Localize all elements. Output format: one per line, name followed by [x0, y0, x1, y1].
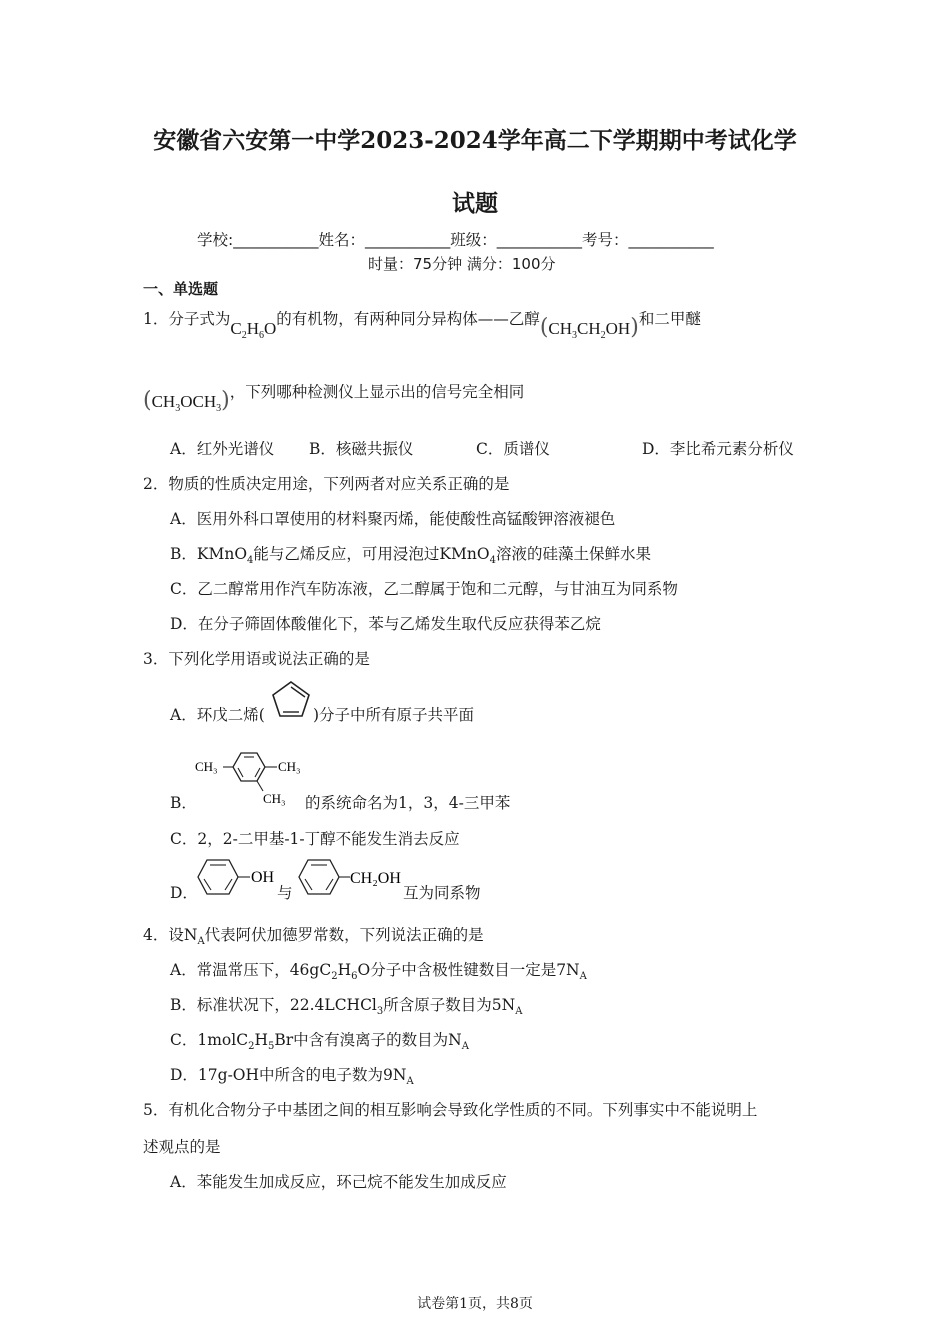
q3-option-a-text2: )分子中所有原子共平面	[313, 706, 475, 724]
question-2-stem: 2．物质的性质决定用途，下列两者对应关系正确的是	[143, 475, 510, 493]
q4-option-a: A．常温常压下，$46gC_2H_6O$分子中含极性键数目一定是$7N_A$	[170, 961, 587, 982]
q3-option-d-end: 互为同系物	[403, 884, 481, 902]
q5-option-a: A．苯能发生加成反应，环己烷不能发生加成反应	[170, 1173, 507, 1191]
cyclopentadiene-structure	[268, 678, 314, 720]
q2-option-c: C．乙二醇常用作汽车防冻液，乙二醇属于饱和二元醇，与甘油互为同系物	[170, 580, 678, 598]
question-5-line2: 述观点的是	[143, 1138, 221, 1156]
page-footer: 试卷第1页，共8页	[417, 1296, 533, 1312]
q3-option-c: C．2，2-二甲基-1-丁醇不能发生消去反应	[170, 830, 460, 848]
ch3-label-bottom: CH₃	[263, 791, 286, 806]
formula-c2h6o: $C_2H_6O$	[230, 319, 277, 341]
exam-time-score: 时量：75分钟 满分：100分	[368, 255, 556, 273]
q1-option-b: B．核磁共振仪	[309, 440, 414, 458]
question-1-line1: 1．分子式为$C_2H_6O$的有机物，有两种同分异构体——乙醇$(CH_3CH_2OH)$和二甲醚	[143, 310, 701, 341]
q4-option-d: D．17g-OH中所含的电子数为$9N_A$	[170, 1066, 414, 1087]
formula-dimethyl-ether: $CH_3OCH_3$	[151, 392, 222, 414]
question-3-stem: 3．下列化学用语或说法正确的是	[143, 650, 370, 668]
phenol-structure	[192, 856, 282, 898]
question-4-stem: 4．设$N_A$代表阿伏加德罗常数，下列说法正确的是	[143, 926, 484, 947]
q1-option-a: A．红外光谱仪	[170, 440, 275, 458]
q3-option-b-label: B．	[170, 794, 197, 812]
q2-option-a: A．医用外科口罩使用的材料聚丙烯，能使酸性高锰酸钾溶液褪色	[170, 510, 616, 528]
q3-option-b-text: 的系统命名为1，3，4-三甲苯	[305, 794, 511, 812]
q4-option-c: C．$1molC_2H_5Br$中含有溴离子的数目为$N_A$	[170, 1031, 469, 1052]
trimethylbenzene-structure	[193, 745, 308, 807]
q2-option-b: B．KMnO$_4$能与乙烯反应，可用浸泡过KMnO$_4$溶液的硅藻土保鲜水果	[170, 545, 651, 566]
oh-label: OH	[251, 869, 275, 886]
formula-ethanol: $CH_3CH_2OH$	[548, 319, 631, 341]
benzyl-alcohol-structure	[296, 856, 408, 898]
page-title: 安徽省六安第一中学2023-2024学年高二下学期期中考试化学	[153, 127, 797, 154]
q4-option-b: B．标准状况下，22.4LCHCl$_3$所含原子数目为$5N_A$	[170, 996, 523, 1017]
student-info-fields: 学校:___________姓名：___________班级：___________考号：___________	[197, 231, 714, 249]
q1-option-d: D．李比希元素分析仪	[642, 440, 794, 458]
q1-option-c: C．质谱仪	[476, 440, 550, 458]
q3-option-d-label: D．	[170, 884, 198, 902]
q3-option-a-text1: A．环戊二烯(	[170, 706, 265, 724]
q2-option-d: D．在分子筛固体酸催化下，苯与乙烯发生取代反应获得苯乙烷	[170, 615, 601, 633]
ch3-label-left: CH₃	[195, 759, 218, 774]
section-heading: 一、单选题	[143, 280, 219, 298]
ch3-label-right: CH₃	[278, 759, 301, 774]
question-1-line2: $(CH_3OCH_3)$，下列哪种检测仪上显示出的信号完全相同	[143, 383, 525, 414]
ch2oh-label: CH₂OH	[350, 870, 401, 887]
q3-option-d-mid: 与	[277, 884, 293, 902]
question-5-line1: 5．有机化合物分子中基团之间的相互影响会导致化学性质的不同。下列事实中不能说明上	[143, 1101, 758, 1119]
page-title-line2: 试题	[452, 190, 498, 217]
